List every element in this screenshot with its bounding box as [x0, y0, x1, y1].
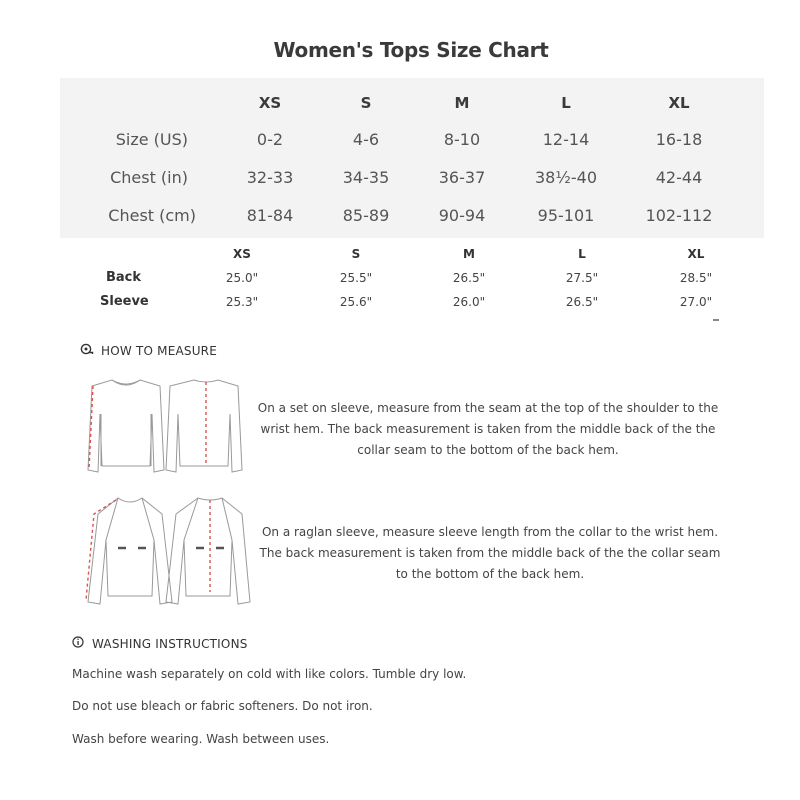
table-cell: 4-6: [352, 130, 380, 149]
table-cell: 8-10: [443, 130, 481, 149]
washing-instructions-heading: [72, 636, 248, 651]
table-cell: 36-37: [438, 168, 486, 187]
length-header-xl: XL: [687, 247, 705, 261]
table-cell: 85-89: [342, 206, 390, 225]
tape-measure-icon: [80, 343, 93, 358]
table-cell: 27.0": [679, 295, 713, 309]
how-to-measure-heading: [80, 343, 217, 358]
header-l: L: [561, 94, 571, 112]
table-cell: 42-44: [655, 168, 703, 187]
table-cell: 81-84: [246, 206, 294, 225]
table-cell: 25.3": [225, 295, 259, 309]
washing-line: Machine wash separately on cold with like colors. Tumble dry low.: [72, 667, 467, 681]
table-cell: 27.5": [565, 271, 599, 285]
length-header-l: L: [578, 247, 586, 261]
washing-instructions-label: WASHING INSTRUCTIONS: [92, 636, 248, 651]
table-cell: 25.6": [339, 295, 373, 309]
table-cell: 32-33: [246, 168, 294, 187]
header-xs: XS: [258, 94, 282, 112]
washing-line: Wash before wearing. Wash between uses.: [72, 732, 330, 746]
raglan-sleeve-instructions: On a raglan sleeve, measure sleeve length from the collar to the wrist hem. The back measurement is taken from the middle back of the the collar seam to the bottom of the back hem.: [259, 525, 721, 581]
length-header-m: M: [463, 247, 475, 261]
table-cell: 26.5": [452, 271, 486, 285]
header-m: M: [454, 94, 470, 112]
table-cell: 102-112: [645, 206, 713, 225]
set-on-sleeve-illustration: [80, 374, 250, 486]
row-label-size-us: Size (US): [115, 130, 188, 149]
raglan-sleeve-illustration: [80, 492, 250, 612]
header-s: S: [360, 94, 372, 112]
table-cell: 34-35: [342, 168, 390, 187]
washing-line: Do not use bleach or fabric softeners. Do not iron.: [72, 699, 373, 713]
row-label-chest-in: Chest (in): [110, 168, 188, 187]
length-header-s: S: [351, 247, 361, 261]
divider-mark: [713, 319, 719, 321]
info-icon: [72, 636, 84, 651]
table-cell: 26.5": [565, 295, 599, 309]
table-cell: 90-94: [438, 206, 486, 225]
table-cell: 95-101: [537, 206, 595, 225]
table-cell: 0-2: [256, 130, 284, 149]
row-label-chest-cm: Chest (cm): [108, 206, 196, 225]
how-to-measure-label: HOW TO MEASURE: [101, 343, 218, 358]
table-cell: 25.0": [225, 271, 259, 285]
table-cell: 26.0": [452, 295, 486, 309]
table-cell: 28.5": [679, 271, 713, 285]
table-cell: 12-14: [542, 130, 590, 149]
row-label-sleeve: Sleeve: [100, 294, 149, 309]
table-cell: 38½-40: [535, 168, 597, 187]
row-label-back: Back: [106, 270, 142, 285]
length-header-xs: XS: [233, 247, 251, 261]
set-on-sleeve-instructions: On a set on sleeve, measure from the seam at the top of the shoulder to the wrist hem. The back measurement is taken from the middle back of the the collar seam to the bottom of the back hem.: [257, 401, 719, 457]
table-cell: 25.5": [339, 271, 373, 285]
header-xl: XL: [668, 94, 690, 112]
table-cell: 16-18: [655, 130, 703, 149]
page-title: Women's Tops Size Chart: [273, 38, 549, 62]
